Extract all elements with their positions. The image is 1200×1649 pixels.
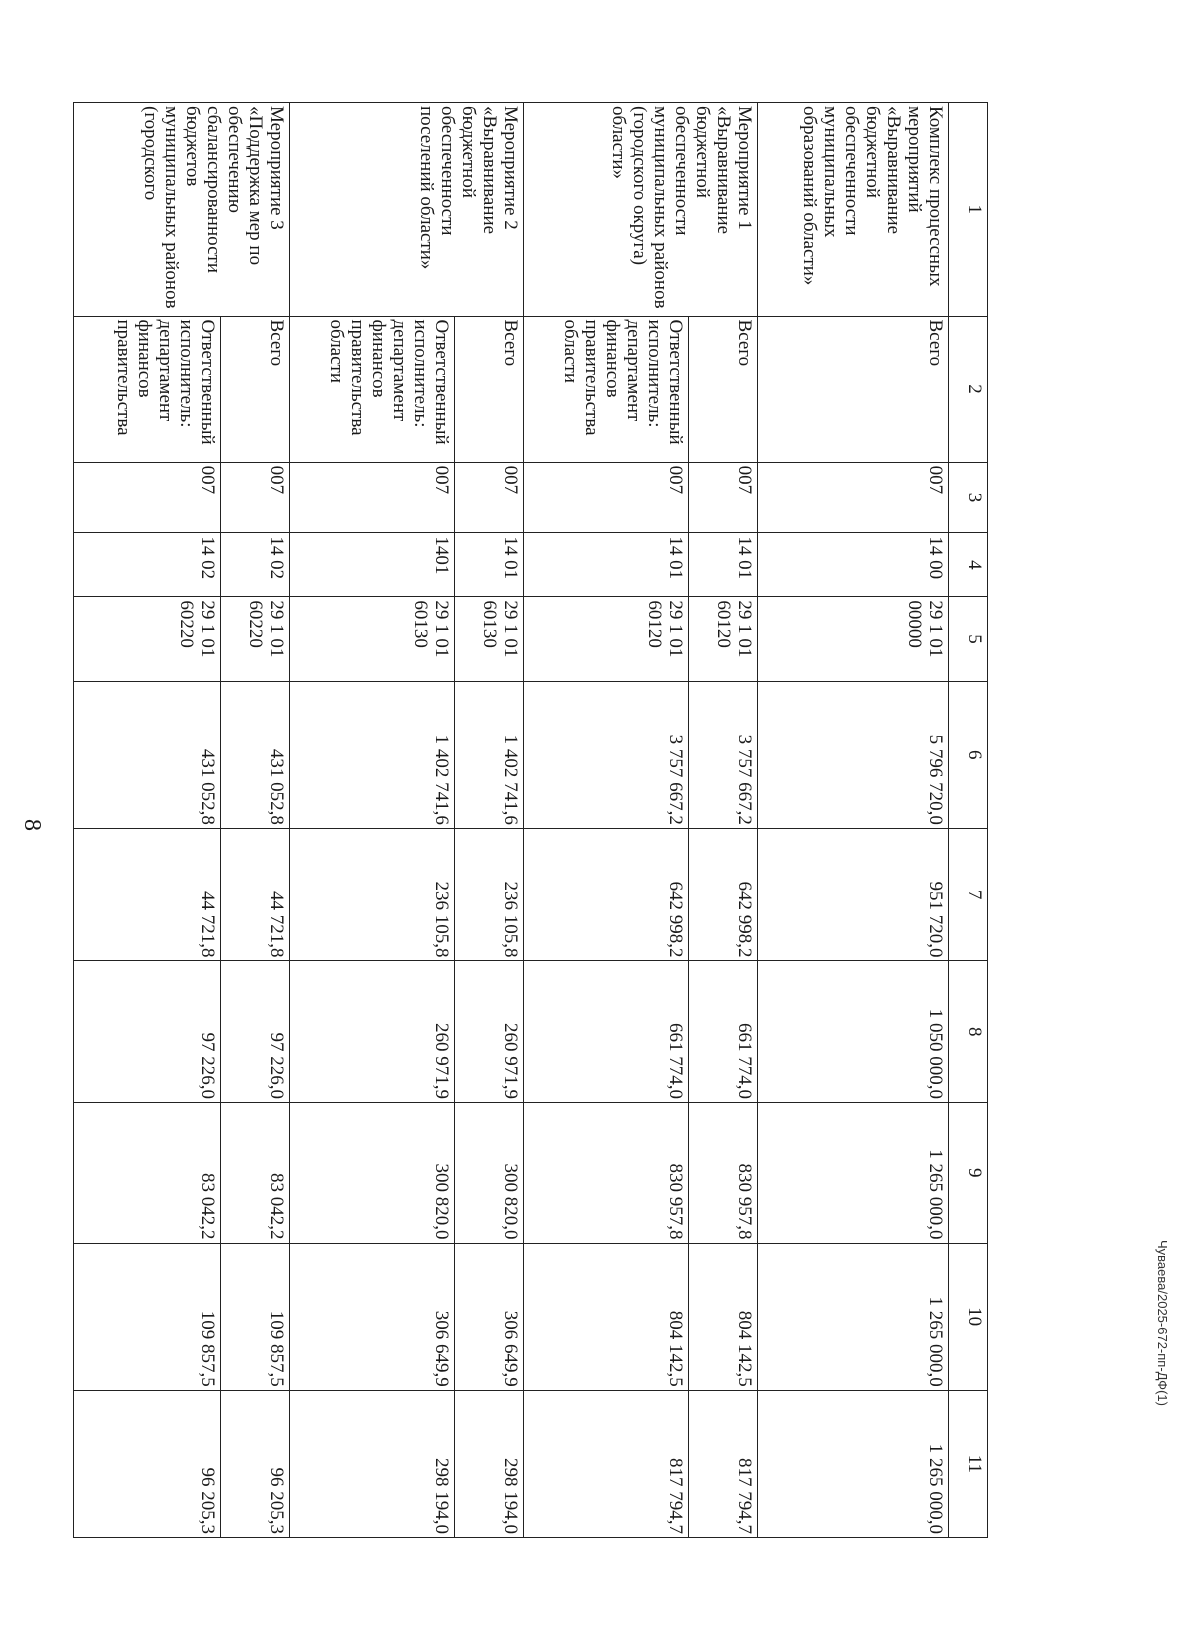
cell-value-8: 260 971,9	[290, 961, 455, 1103]
cell-code-4: 14 01	[524, 533, 689, 597]
cell-value-8: 97 226,0	[221, 961, 290, 1103]
header-cell: 11	[949, 1390, 988, 1537]
header-cell: 9	[949, 1103, 988, 1243]
header-cell: 7	[949, 828, 988, 961]
cell-value-7: 44 721,8	[221, 828, 290, 961]
row-kind: Ответственный исполнитель: департамент финансов правительства области	[290, 316, 455, 462]
cell-value-11: 298 194,0	[290, 1390, 455, 1537]
cell-code-4: 14 00	[757, 533, 948, 597]
cell-value-9: 300 820,0	[290, 1103, 455, 1243]
cell-value-10: 306 649,9	[454, 1243, 523, 1390]
cell-code-5: 29 1 01 60120	[524, 597, 689, 681]
cell-value-10: 109 857,5	[74, 1243, 221, 1390]
table-row	[524, 103, 689, 1538]
cell-code-3: 007	[221, 462, 290, 533]
header-cell: 6	[949, 681, 988, 828]
cell-code-5: 29 1 01 60220	[74, 597, 221, 681]
budget-table	[73, 102, 988, 1538]
cell-value-6: 431 052,8	[221, 681, 290, 828]
cell-code-3: 007	[757, 462, 948, 533]
cell-code-5: 29 1 01 60130	[454, 597, 523, 681]
cell-code-4: 14 02	[74, 533, 221, 597]
cell-value-8: 1 050 000,0	[757, 961, 948, 1103]
cell-code-3: 007	[524, 462, 689, 533]
row-kind: Всего	[454, 316, 523, 462]
cell-code-5: 29 1 01 60130	[290, 597, 455, 681]
row-name: Комплекс процессных мероприятий «Выравнивание бюджетной обеспеченности муниципальных образований области»	[757, 103, 948, 317]
cell-value-11: 817 794,7	[688, 1390, 757, 1537]
cell-code-4: 1401	[290, 533, 455, 597]
row-name: Мероприятие 3 «Поддержка мер по обеспечению сбалансированности бюджетов муниципальных районов (городского	[74, 103, 290, 317]
cell-value-10: 1 265 000,0	[757, 1243, 948, 1390]
cell-value-11: 817 794,7	[524, 1390, 689, 1537]
cell-value-6: 3 757 667,2	[524, 681, 689, 828]
cell-value-11: 298 194,0	[454, 1390, 523, 1537]
table-row	[757, 103, 948, 1538]
header-cell: 1	[949, 103, 988, 317]
cell-value-9: 830 957,8	[524, 1103, 689, 1243]
cell-value-6: 5 796 720,0	[757, 681, 948, 828]
cell-value-9: 83 042,2	[74, 1103, 221, 1243]
cell-code-3: 007	[454, 462, 523, 533]
cell-value-9: 83 042,2	[221, 1103, 290, 1243]
cell-value-11: 96 205,3	[74, 1390, 221, 1537]
table-row	[454, 103, 523, 1538]
cell-value-9: 1 265 000,0	[757, 1103, 948, 1243]
row-kind: Ответственный исполнитель: департамент финансов правительства	[74, 316, 221, 462]
row-kind: Всего	[221, 316, 290, 462]
table-header-row	[949, 103, 988, 1538]
cell-value-8: 661 774,0	[524, 961, 689, 1103]
cell-value-7: 236 105,8	[290, 828, 455, 961]
header-cell: 5	[949, 597, 988, 681]
cell-value-8: 97 226,0	[74, 961, 221, 1103]
cell-value-6: 1 402 741,6	[454, 681, 523, 828]
table-row	[74, 103, 221, 1538]
cell-value-8: 260 971,9	[454, 961, 523, 1103]
cell-code-3: 007	[688, 462, 757, 533]
cell-value-6: 1 402 741,6	[290, 681, 455, 828]
header-cell: 10	[949, 1243, 988, 1390]
cell-code-3: 007	[74, 462, 221, 533]
cell-value-11: 96 205,3	[221, 1390, 290, 1537]
cell-value-7: 642 998,2	[688, 828, 757, 961]
cell-value-7: 951 720,0	[757, 828, 948, 961]
document-code: Чуваева/2025-672-пп-ДФ(1)	[1155, 1240, 1170, 1406]
cell-value-6: 431 052,8	[74, 681, 221, 828]
header-cell: 4	[949, 533, 988, 597]
cell-value-7: 642 998,2	[524, 828, 689, 961]
row-kind: Ответственный исполнитель: департамент финансов правительства области	[524, 316, 689, 462]
cell-value-7: 236 105,8	[454, 828, 523, 961]
cell-value-8: 661 774,0	[688, 961, 757, 1103]
cell-code-4: 14 02	[221, 533, 290, 597]
cell-value-10: 804 142,5	[688, 1243, 757, 1390]
cell-code-5: 29 1 01 60120	[688, 597, 757, 681]
cell-value-10: 306 649,9	[290, 1243, 455, 1390]
header-cell: 2	[949, 316, 988, 462]
header-cell: 8	[949, 961, 988, 1103]
cell-value-6: 3 757 667,2	[688, 681, 757, 828]
cell-value-10: 109 857,5	[221, 1243, 290, 1390]
row-name: Мероприятие 1 «Выравнивание бюджетной обеспеченности муниципальных районов (городского округа) области»	[524, 103, 758, 317]
cell-code-4: 14 01	[688, 533, 757, 597]
cell-code-3: 007	[290, 462, 455, 533]
row-name: Мероприятие 2 «Выравнивание бюджетной обеспеченности поселений области»	[290, 103, 524, 317]
cell-value-7: 44 721,8	[74, 828, 221, 961]
cell-code-5: 29 1 01 00000	[757, 597, 948, 681]
row-kind: Всего	[757, 316, 948, 462]
table-row	[688, 103, 757, 1538]
cell-value-10: 804 142,5	[524, 1243, 689, 1390]
cell-value-9: 300 820,0	[454, 1103, 523, 1243]
header-cell: 3	[949, 462, 988, 533]
cell-code-5: 29 1 01 60220	[221, 597, 290, 681]
table-row	[221, 103, 290, 1538]
cell-value-9: 830 957,8	[688, 1103, 757, 1243]
cell-value-11: 1 265 000,0	[757, 1390, 948, 1537]
page-number: 8	[19, 819, 45, 831]
cell-code-4: 14 01	[454, 533, 523, 597]
row-kind: Всего	[688, 316, 757, 462]
table-row	[290, 103, 455, 1538]
